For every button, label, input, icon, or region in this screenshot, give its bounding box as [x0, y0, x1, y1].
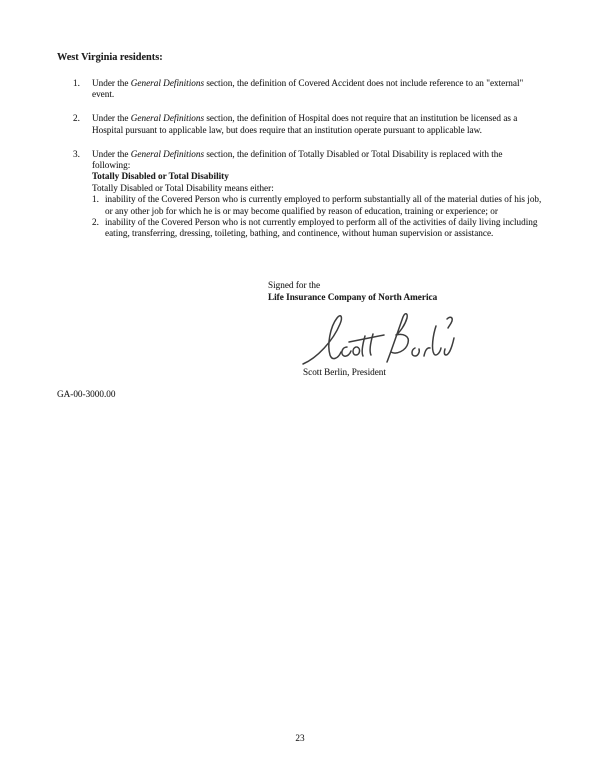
- page-number: 23: [295, 733, 305, 743]
- scott-berlin-signature-icon: [298, 311, 460, 366]
- italic-term: General Definitions: [130, 78, 205, 88]
- italic-term: General Definitions: [130, 113, 205, 124]
- item-text-prefix: Under the: [92, 148, 131, 159]
- sublist-item-text: inability of the Covered Person who is not currently employed to perform all of the activities of daily living including eating, transferring, dressing, toileting, bathing, and continence, without human supervision or assistance.: [105, 217, 538, 239]
- signer-name-title: Scott Berlin, President: [303, 367, 386, 377]
- sublist-item-2: [92, 217, 542, 240]
- item-number: 2.: [73, 113, 80, 124]
- definition-intro: Totally Disabled or Total Disability means either:: [92, 182, 274, 193]
- item-text: [92, 149, 542, 172]
- sublist-item-number: 1.: [92, 194, 99, 205]
- list-item-2: [73, 113, 542, 136]
- company-name: Life Insurance Company of North America: [268, 292, 438, 302]
- list-item-3: [73, 149, 542, 240]
- item-text: [92, 113, 542, 136]
- sublist-item-text: inability of the Covered Person who is currently employed to perform substantially all of the material duties of his job, or any other job for which he is or may become qualified by reason of education, training or experience; or: [105, 194, 542, 216]
- section-heading: West Virginia residents:: [57, 52, 163, 63]
- item-text-rest: section, the definition of Hospital does not require that an institution be licensed as a Hospital pursuant to applicable law, but does require that an institution operate pursuant to applicable law.: [92, 113, 518, 135]
- item-text-prefix: Under the: [92, 78, 131, 88]
- item-text: [92, 78, 542, 101]
- item-number: 3.: [73, 148, 80, 159]
- sublist-item-number: 2.: [92, 217, 99, 228]
- item-text-rest: section, the definition of Totally Disabled or Total Disability is replaced with the following:: [92, 148, 503, 171]
- italic-term: General Definitions: [130, 148, 205, 159]
- item-text-prefix: Under the: [92, 113, 131, 124]
- form-number: GA-00-3000.00: [57, 389, 116, 399]
- list-item-1: [73, 78, 542, 101]
- numbered-list: [73, 78, 542, 240]
- item-text-rest: section, the definition of Covered Accident does not include reference to an "external" event.: [92, 78, 524, 100]
- definition-subheading: Totally Disabled or Total Disability: [92, 171, 229, 182]
- sublist-item-1: [92, 194, 542, 217]
- item-number: 1.: [73, 78, 80, 88]
- signed-for-text: Signed for the: [268, 280, 321, 290]
